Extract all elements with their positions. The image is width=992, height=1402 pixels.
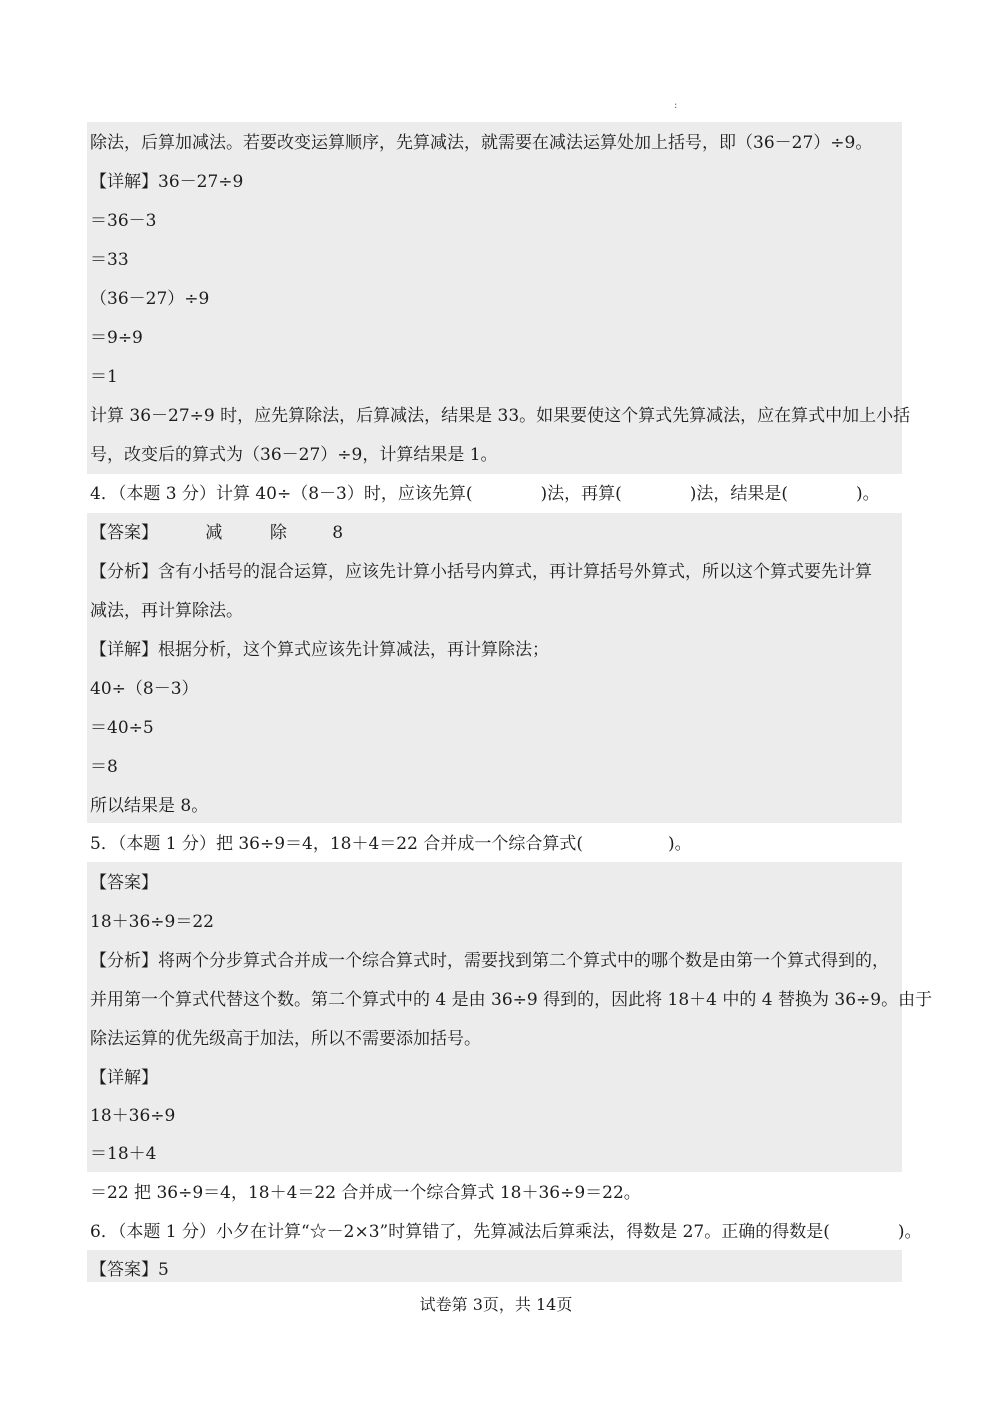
answer-value: 8 bbox=[332, 523, 344, 543]
q6-question: 6．（本题 1 分）小夕在计算“☆－2×3”时算错了，先算减法后算乘法，得数是 27。正确的得数是( )。 bbox=[90, 1222, 922, 1242]
answer-value: 减 bbox=[205, 523, 223, 543]
q5-detail: 【详解】 bbox=[90, 1068, 158, 1088]
q5-answer: 18＋36÷9＝22 bbox=[90, 912, 214, 932]
q4-analysis: 【分析】含有小括号的混合运算，应该先计算小括号内算式，再计算括号外算式，所以这个算式要先计算 bbox=[90, 562, 872, 582]
q3-calc-step: ＝1 bbox=[90, 367, 118, 387]
q3-calc-step: ＝9÷9 bbox=[90, 328, 143, 348]
q4-conclusion: 所以结果是 8。 bbox=[90, 796, 209, 816]
q3-analysis-tail: 除法，后算加减法。若要改变运算顺序，先算减法，就需要在减法运算处加上括号，即（36－27）÷9。 bbox=[90, 133, 873, 153]
q4-calc-step: 40÷（8－3） bbox=[90, 679, 199, 699]
q4-question: 4．（本题 3 分）计算 40÷（8－3）时，应该先算( )法，再算( )法，结果是( )。 bbox=[90, 484, 880, 504]
q3-conclusion: 计算 36－27÷9 时，应先算除法，后算减法，结果是 33。如果要使这个算式先算减法，应在算式中加上小括 bbox=[90, 406, 911, 426]
q4-answer bbox=[90, 521, 904, 545]
scan-mark: : bbox=[674, 100, 678, 111]
q3-detail: 【详解】36－27÷9 bbox=[90, 172, 244, 192]
q4-calc-step: ＝40÷5 bbox=[90, 718, 154, 738]
q4-calc-step: ＝8 bbox=[90, 757, 118, 777]
q5-analysis: 【分析】将两个分步算式合并成一个综合算式时，需要找到第二个算式中的哪个数是由第一个算式得到的， bbox=[90, 951, 889, 971]
answer-label: 【答案】 bbox=[90, 523, 158, 543]
q5-answer-label: 【答案】 bbox=[90, 873, 158, 893]
q3-calc-step: ＝36－3 bbox=[90, 211, 157, 231]
q3-calc-step: （36－27）÷9 bbox=[90, 289, 210, 309]
answer-value: 除 bbox=[269, 523, 287, 543]
q6-answer: 【答案】5 bbox=[90, 1260, 169, 1280]
q3-calc-step: ＝33 bbox=[90, 250, 129, 270]
q4-analysis: 减法，再计算除法。 bbox=[90, 601, 243, 621]
q5-analysis: 除法运算的优先级高于加法，所以不需要添加括号。 bbox=[90, 1029, 481, 1049]
q5-question: 5．（本题 1 分）把 36÷9＝4，18＋4＝22 合并成一个综合算式( )。 bbox=[90, 834, 692, 854]
q5-calc-step: ＝18＋4 bbox=[90, 1144, 157, 1164]
q5-conclusion: ＝22 把 36÷9＝4，18＋4＝22 合并成一个综合算式 18＋36÷9＝22。 bbox=[90, 1183, 641, 1203]
q5-analysis: 并用第一个算式代替这个数。第二个算式中的 4 是由 36÷9 得到的，因此将 18＋4 中的 4 替换为 36÷9。由于 bbox=[90, 990, 933, 1010]
page-footer: 试卷第 3页，共 14页 bbox=[419, 1295, 573, 1314]
q5-calc-step: 18＋36÷9 bbox=[90, 1106, 176, 1126]
q4-detail: 【详解】根据分析，这个算式应该先计算减法，再计算除法； bbox=[90, 640, 549, 660]
q3-conclusion: 号，改变后的算式为（36－27）÷9，计算结果是 1。 bbox=[90, 445, 498, 465]
